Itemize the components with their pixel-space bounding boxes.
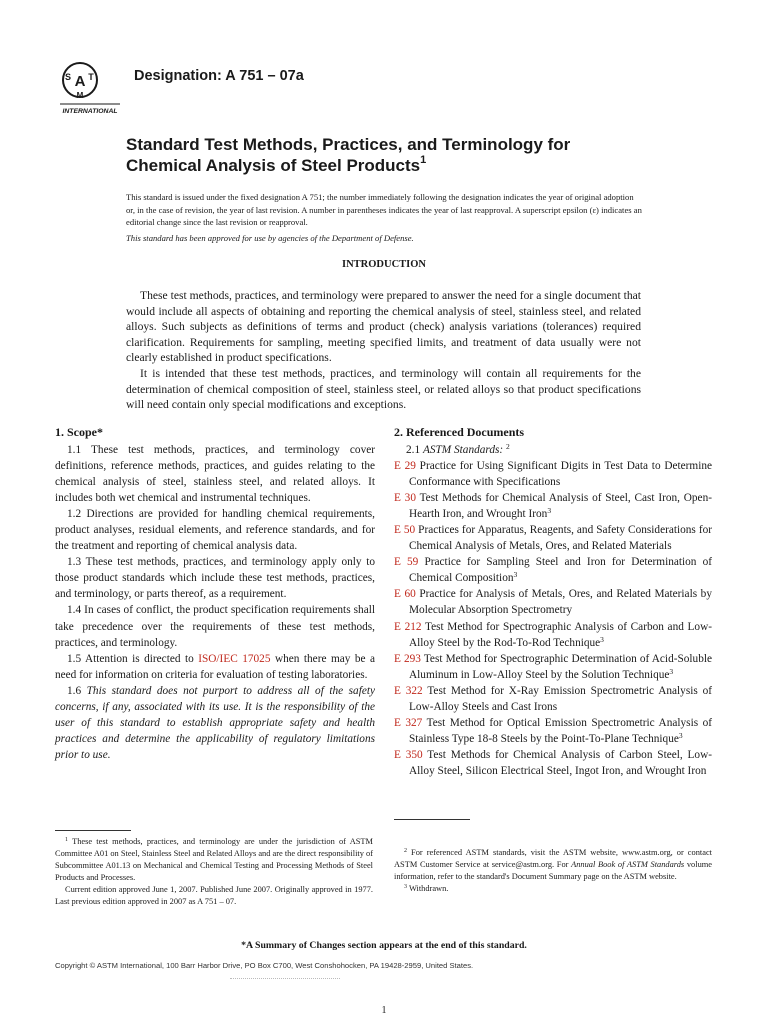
reference-item xyxy=(394,554,712,586)
reference-code-link[interactable]: E 30 xyxy=(394,492,416,505)
reference-code-link[interactable]: E 293 xyxy=(394,652,421,665)
issue-note: This standard is issued under the fixed designation A 751; the number immediately following the designation indicates the year of original adoption or, in the case of revision, the year of last revision. A number in parentheses indicates the year of last reapproval. A superscript epsilon (ε) indicates an editorial change since the last revision or reapproval. xyxy=(126,192,642,227)
reference-title: Test Method for X-Ray Emission Spectrometric Analysis of Low-Alloy Steels and Cast Irons xyxy=(409,684,712,713)
reference-title: Test Methods for Chemical Analysis of Carbon Steel, Low-Alloy Steel, Silicon Electrical Steel, Ingot Iron, and Wrought Iron xyxy=(409,748,712,777)
footnote-2 xyxy=(394,847,712,883)
scope-heading: 1. Scope* xyxy=(55,425,103,439)
scope-1-3: 1.3 These test methods, practices, and terminology apply only to those product standards which include these test methods, practices, and terminology, or parts thereof, as a requirement. xyxy=(55,556,375,601)
reference-item xyxy=(394,619,712,651)
footnotes-left xyxy=(55,836,373,909)
scope-1-6-number: 1.6 xyxy=(67,684,87,697)
astm-standards-subheading xyxy=(394,442,712,458)
svg-text:A: A xyxy=(74,73,86,90)
referenced-documents-heading: 2. Referenced Documents xyxy=(394,425,525,439)
footnote-2-text-pre: For referenced ASTM standards, visit the ASTM website, www.astm.org, or contact ASTM Customer Service at service@astm.org. For xyxy=(394,848,712,870)
introduction-paragraph-1: These test methods, practices, and terminology were prepared to answer the need for a single document that would include all aspects of obtaining and reporting the chemical analysis of steel, stainless steel, and related alloys. Such subjects as definitions of terms and product (check) analysis variations (tolerances) required clarification. Requirements for sampling, meeting specified limits, and treatment of data usually were not clearly established in product specifications. xyxy=(126,289,641,365)
document-title xyxy=(126,134,686,176)
footnote-1-edition: Current edition approved June 1, 2007. Published June 2007. Originally approved in 1977. Last previous edition approved in 2007 as A 751 – 07. xyxy=(55,885,373,907)
reference-code-link[interactable]: E 327 xyxy=(394,716,423,729)
scope-1-5-pre: 1.5 Attention is directed to xyxy=(67,652,199,665)
footnote-rule-left xyxy=(55,830,131,831)
astm-standards-label: ASTM Standards: xyxy=(422,444,504,456)
reference-item xyxy=(394,586,712,618)
introduction-heading: INTRODUCTION xyxy=(341,259,426,270)
scope-1-5-post: when there may be a need for information on criteria for evaluation of testing laboratories. xyxy=(55,652,376,681)
reference-title: Test Method for Spectrographic Determination of Acid-Soluble Aluminum in Low-Alloy Steel by the Solution Technique xyxy=(409,652,712,681)
scope-1-6 xyxy=(55,683,375,763)
reference-code-link[interactable]: E 50 xyxy=(394,524,416,537)
reference-footnote-mark: 3 xyxy=(678,730,683,740)
reference-footnote-mark: 3 xyxy=(513,570,518,580)
reference-item xyxy=(394,458,712,490)
svg-text:INTERNATIONAL: INTERNATIONAL xyxy=(62,108,118,115)
reference-code-link[interactable]: E 322 xyxy=(394,684,423,697)
footnote-1-mark: 1 xyxy=(65,837,68,843)
footnote-2-mark: 2 xyxy=(404,848,407,854)
safety-statement: This standard does not purport to address all of the safety concerns, if any, associated with its use. It is the responsibility of the user of this standard to establish appropriate safety and health practices and determine the applicability of regulatory limitations prior to use. xyxy=(55,684,375,761)
reference-item xyxy=(394,651,712,683)
reference-footnote-mark: 3 xyxy=(547,506,552,516)
iso-iec-17025-link[interactable]: ISO/IEC 17025 xyxy=(198,652,271,665)
title-line-1: Standard Test Methods, Practices, and Terminology for xyxy=(126,135,571,154)
footnote-2-text-post: volume information, refer to the standard's Document Summary page on the ASTM website. xyxy=(394,860,712,882)
svg-text:S: S xyxy=(64,72,72,82)
reference-item xyxy=(394,747,712,779)
reference-footnote-mark: 3 xyxy=(669,666,674,676)
reference-code-link[interactable]: E 60 xyxy=(394,588,416,601)
reference-title: Test Method for Spectrographic Analysis of Carbon and Low-Alloy Steel by the Rod-To-Rod Technique xyxy=(409,620,713,649)
reference-code-link[interactable]: E 212 xyxy=(394,620,422,633)
introduction-paragraph-2: It is intended that these test methods, practices, and terminology will contain all requirements for the determination of chemical composition of steel, stainless steel, or related alloys so that product specifications will need contain only special modifications and exceptions. xyxy=(126,366,641,412)
footnote-3-text: Withdrawn. xyxy=(408,884,449,894)
designation: Designation: A 751 – 07a xyxy=(134,68,304,84)
footnote-1 xyxy=(55,836,373,884)
reference-title: Practice for Using Significant Digits in Test Data to Determine Conformance with Specifications xyxy=(409,460,712,489)
title-footnote-mark: 1 xyxy=(420,154,427,166)
reference-list xyxy=(394,458,712,779)
reference-title: Practice for Analysis of Metals, Ores, and Related Materials by Molecular Absorption Spectrometry xyxy=(409,588,712,617)
copyright-line: Copyright © ASTM International, 100 Barr Harbor Drive, PO Box C700, West Conshohocken, PA 19428-2959, United States. xyxy=(55,961,474,970)
astm-logo xyxy=(58,58,124,118)
footnote-3 xyxy=(394,883,712,895)
summary-of-changes-note: *A Summary of Changes section appears at the end of this standard. xyxy=(241,940,527,951)
dod-note: This standard has been approved for use by agencies of the Department of Defense. xyxy=(126,233,414,243)
title-line-2-text: Chemical Analysis of Steel Products xyxy=(126,156,421,175)
reference-item xyxy=(394,683,712,715)
title-line-2 xyxy=(126,155,686,176)
svg-text:T: T xyxy=(88,72,94,82)
referenced-documents-section xyxy=(394,424,712,779)
reference-item xyxy=(394,490,712,522)
page-number: 1 xyxy=(381,1005,387,1016)
reference-title: Practice for Sampling Steel and Iron for Determination of Chemical Composition xyxy=(409,556,712,585)
scope-1-5 xyxy=(55,651,375,683)
astm-standards-number: 2.1 xyxy=(406,444,423,456)
scope-section xyxy=(55,424,375,763)
reference-code-link[interactable]: E 350 xyxy=(394,748,423,761)
astm-standards-footnote-mark: 2 xyxy=(506,442,510,451)
reference-footnote-mark: 3 xyxy=(600,634,604,644)
reference-code-link[interactable]: E 29 xyxy=(394,460,416,473)
reference-title: Test Methods for Chemical Analysis of Steel, Cast Iron, Open-Hearth Iron, and Wrought Iron xyxy=(409,492,712,521)
scope-1-2: 1.2 Directions are provided for handling chemical requirements, product analyses, residual elements, and reference standards, and for the treatment and reporting of chemical analysis data. xyxy=(55,508,375,553)
svg-text:M: M xyxy=(76,91,84,100)
footnote-3-mark: 3 xyxy=(404,884,407,891)
scope-1-1: 1.1 These test methods, practices, and terminology cover definitions, reference methods, practices, and guides relating to the chemical analysis of steel, stainless steel, and related alloys. It includes both wet chemical and instrumental techniques. xyxy=(55,444,375,505)
scope-1-4: 1.4 In cases of conflict, the product specification requirements shall take precedence over the requirements of these test methods, practices, and terminology. xyxy=(55,604,375,649)
introduction-body xyxy=(126,288,641,413)
footnote-2-text-italic: Annual Book of ASTM Standards xyxy=(571,860,685,870)
faint-watermark-line xyxy=(230,978,340,982)
reference-item xyxy=(394,715,712,747)
reference-title: Test Method for Optical Emission Spectrometric Analysis of Stainless Type 18-8 Steels by the Point-To-Plane Technique xyxy=(409,716,712,745)
footnotes-right xyxy=(394,847,712,895)
reference-title: Practices for Apparatus, Reagents, and Safety Considerations for Chemical Analysis of Metals, Ores, and Related Materials xyxy=(409,524,712,553)
footnote-rule-right xyxy=(394,819,470,820)
reference-item xyxy=(394,522,712,554)
footnote-1-text: These test methods, practices, and terminology are under the jurisdiction of ASTM Committee A01 on Steel, Stainless Steel and Related Alloys and are the direct responsibility of Subcommittee A01.13 on Mechanical and Chemical Testing and Processing Methods of Steel Products and Processes. xyxy=(55,837,373,883)
reference-code-link[interactable]: E 59 xyxy=(394,556,419,569)
